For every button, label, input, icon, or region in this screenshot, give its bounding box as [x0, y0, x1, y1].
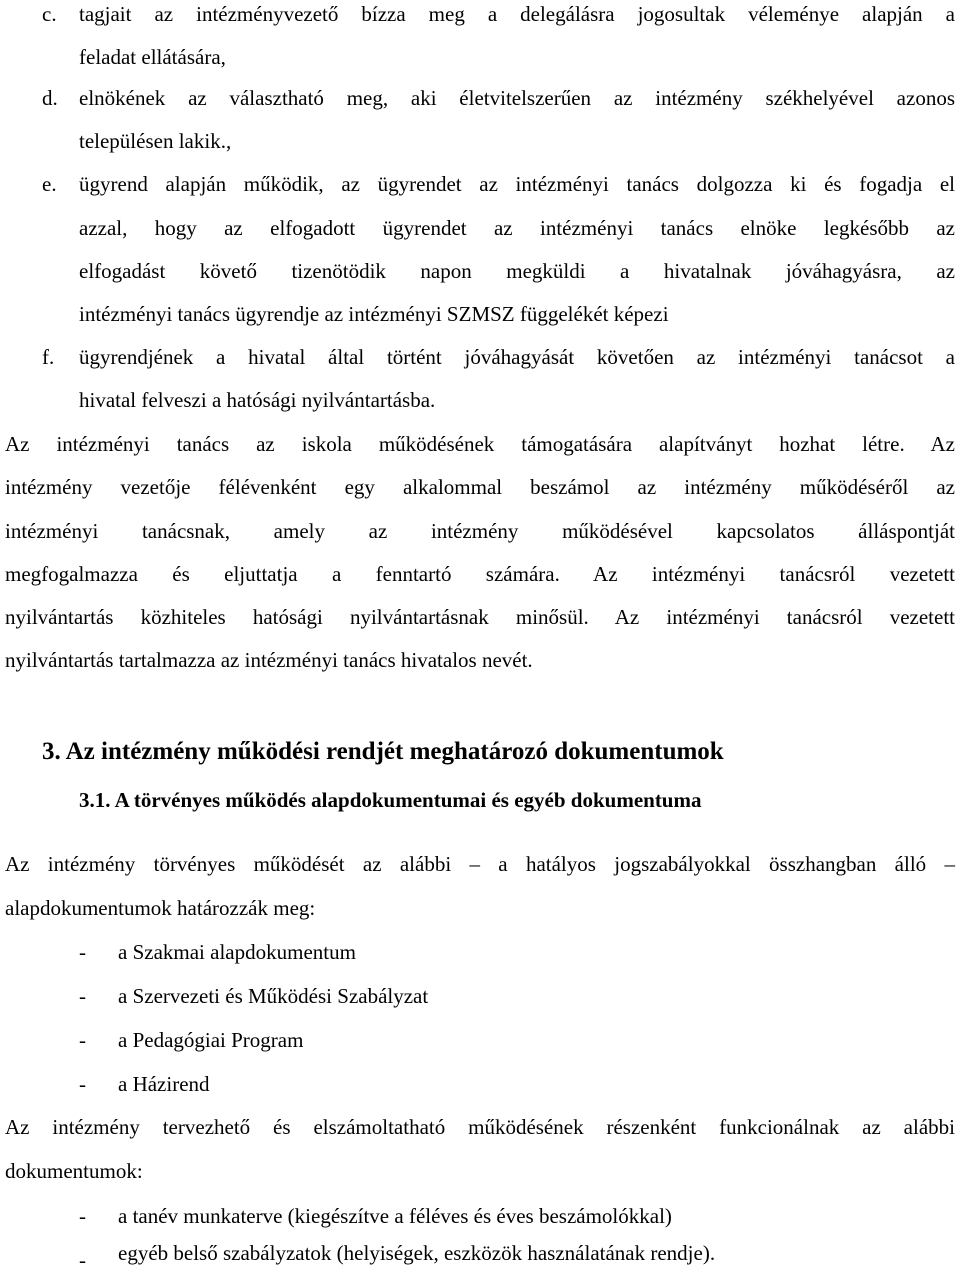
- paragraph-line: megfogalmazza és eljuttatja a fenntartó számára. Az intézményi tanácsról vezetett: [5, 562, 955, 586]
- dash-bullet: -: [79, 1204, 86, 1228]
- list-letter: e.: [42, 172, 57, 196]
- dash-bullet: -: [79, 984, 86, 1008]
- dash-bullet: -: [79, 1248, 86, 1272]
- list-letter: f.: [42, 345, 55, 369]
- paragraph-line: Az intézmény tervezhető és elszámoltatható működésének részenként funkcionálnak az alábbi: [5, 1115, 955, 1139]
- list-line: elnökének az választható meg, aki életvitelszerűen az intézmény székhelyével azonos: [79, 86, 955, 110]
- paragraph-line: intézményi tanácsnak, amely az intézmény működésével kapcsolatos álláspontját: [5, 519, 955, 543]
- list-line: intézményi tanács ügyrendje az intézményi SZMSZ függelékét képezi: [79, 302, 669, 326]
- list-line: tagjait az intézményvezető bízza meg a delegálásra jogosultak véleménye alapján a: [79, 2, 955, 26]
- dash-bullet: -: [79, 1072, 86, 1096]
- list-letter: d.: [42, 86, 58, 110]
- list-item: egyéb belső szabályzatok (helyiségek, eszközök használatának rendje).: [118, 1241, 716, 1265]
- list-line: feladat ellátására,: [79, 45, 226, 69]
- list-item: a Házirend: [118, 1072, 210, 1096]
- paragraph-line: intézmény vezetője félévenként egy alkalommal beszámol az intézmény működéséről az: [5, 475, 955, 499]
- paragraph-line: Az intézmény törvényes működését az alábbi – a hatályos jogszabályokkal összhangban álló –: [5, 852, 955, 876]
- list-item: a Szervezeti és Működési Szabályzat: [118, 984, 429, 1008]
- list-line: elfogadást követő tizenötödik napon megküldi a hivatalnak jóváhagyásra, az: [79, 259, 955, 283]
- list-letter: c.: [42, 2, 57, 26]
- dash-bullet: -: [79, 940, 86, 964]
- list-item: a tanév munkaterve (kiegészítve a féléves és éves beszámolókkal): [118, 1204, 672, 1228]
- list-line: azzal, hogy az elfogadott ügyrendet az intézményi tanács elnöke legkésőbb az: [79, 216, 955, 240]
- list-line: ügyrendjének a hivatal által történt jóváhagyását követően az intézményi tanácsot a: [79, 345, 955, 369]
- list-line: településen lakik.,: [79, 129, 232, 153]
- paragraph-line: nyilvántartás közhiteles hatósági nyilvántartásnak minősül. Az intézményi tanácsról vezetett: [5, 605, 955, 629]
- list-line: hivatal felveszi a hatósági nyilvántartásba.: [79, 388, 436, 412]
- subsection-heading: 3.1. A törvényes működés alapdokumentumai és egyéb dokumentuma: [79, 788, 702, 812]
- paragraph-line: Az intézményi tanács az iskola működésének támogatására alapítványt hozhat létre. Az: [5, 432, 955, 456]
- list-item: a Szakmai alapdokumentum: [118, 940, 356, 964]
- list-line: ügyrend alapján működik, az ügyrendet az intézményi tanács dolgozza ki és fogadja el: [79, 172, 955, 196]
- paragraph-line: nyilvántartás tartalmazza az intézményi tanács hivatalos nevét.: [5, 648, 533, 672]
- list-item: a Pedagógiai Program: [118, 1028, 304, 1052]
- dash-bullet: -: [79, 1028, 86, 1052]
- paragraph-line: alapdokumentumok határozzák meg:: [5, 896, 316, 920]
- paragraph-line: dokumentumok:: [5, 1159, 143, 1183]
- section-heading: 3. Az intézmény működési rendjét meghatározó dokumentumok: [42, 738, 724, 765]
